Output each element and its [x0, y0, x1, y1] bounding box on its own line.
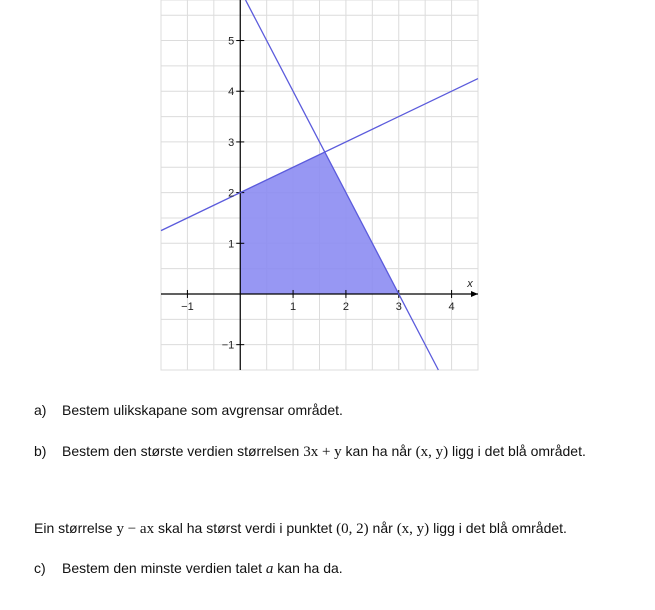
- question-c-text-2: kan ha da.: [273, 560, 343, 576]
- question-a: [34, 400, 634, 420]
- y-tick-label: 4: [228, 86, 235, 99]
- question-c-text: [62, 558, 622, 579]
- question-b-label: b): [34, 443, 47, 459]
- y-tick-label: 1: [228, 238, 235, 251]
- question-b-text: [62, 440, 622, 463]
- x-axis-arrow: [471, 291, 478, 297]
- intro-math-expression: y − ax: [116, 521, 155, 537]
- question-a-label: a): [34, 402, 47, 418]
- question-c-text-1: Bestem den minste verdien talet: [62, 560, 266, 576]
- question-c-math-a: a: [265, 561, 274, 577]
- x-tick-label: 1: [290, 300, 297, 313]
- intro-math-xy: (x, y): [396, 521, 430, 537]
- question-b-text-1: Bestem den største verdien størrelsen: [62, 443, 304, 459]
- intro-statement: [34, 518, 644, 538]
- question-c-label: c): [34, 560, 46, 576]
- question-b-math-expression: 3x + y: [303, 444, 342, 460]
- x-tick-label: −1: [181, 300, 194, 313]
- question-b-math-point: (x, y): [415, 444, 449, 460]
- x-axis-label: x: [467, 277, 473, 290]
- question-c: [34, 558, 634, 578]
- y-tick-label: 5: [228, 35, 235, 48]
- question-a-text: Bestem ulikskapane som avgrensar området.: [62, 402, 343, 418]
- x-tick-label: 3: [395, 300, 402, 313]
- y-tick-label: −1: [221, 339, 235, 352]
- question-b-text-2: kan ha når: [341, 443, 416, 459]
- question-b-text-3: ligg i det blå området.: [448, 443, 586, 459]
- feasible-region: [240, 152, 399, 294]
- x-tick-label: 4: [448, 300, 455, 313]
- intro-text-4: ligg i det blå området.: [429, 520, 567, 536]
- feasible-region-layer: [240, 152, 399, 294]
- y-tick-label: 2: [228, 187, 235, 200]
- intro-math-point: (0, 2): [336, 521, 369, 537]
- intro-text-1: Ein størrelse: [34, 520, 117, 536]
- question-b: [34, 441, 634, 483]
- y-tick-label: 3: [228, 136, 235, 149]
- intro-text-2: skal ha størst verdi i punktet: [154, 520, 337, 536]
- x-tick-label: 2: [342, 300, 349, 313]
- intro-text-3: når: [368, 520, 397, 536]
